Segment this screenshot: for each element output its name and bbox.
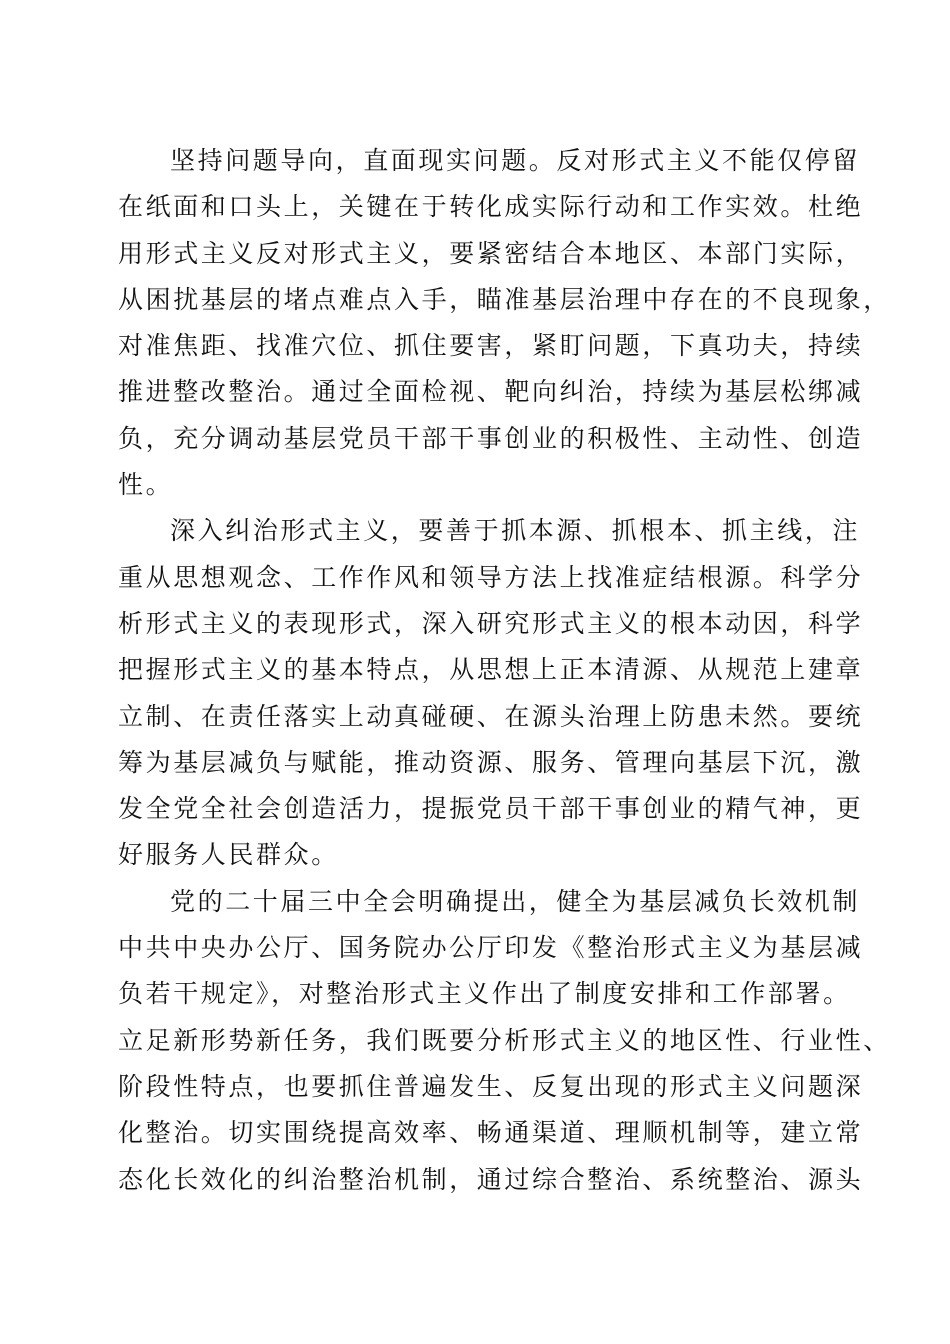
paragraph-line: 推进整改整治。通过全面检视、靶向纠治，持续为基层松绑减 [118, 377, 864, 407]
paragraph-line: 筹为基层减负与赋能，推动资源、服务、管理向基层下沉，激 [118, 747, 864, 777]
paragraph-line: 用形式主义反对形式主义，要紧密结合本地区、本部门实际， [118, 238, 864, 268]
document-body [118, 138, 891, 1203]
paragraph-line: 化整治。切实围绕提高效率、畅通渠道、理顺机制等，建立常 [118, 1118, 864, 1148]
paragraph-line: 在纸面和口头上，关键在于转化成实际行动和工作实效。杜绝 [118, 192, 864, 222]
paragraph-line: 立制、在责任落实上动真碰硬、在源头治理上防患未然。要统 [118, 701, 864, 731]
paragraph-line: 立足新形势新任务，我们既要分析形式主义的地区性、行业性、 [118, 1025, 891, 1055]
paragraph-line: 负，充分调动基层党员干部干事创业的积极性、主动性、创造 [118, 423, 864, 453]
paragraph-line: 对准焦距、找准穴位、抓住要害，紧盯问题，下真功夫，持续 [118, 331, 864, 361]
paragraph-2 [118, 508, 864, 878]
paragraph-line: 好服务人民群众。 [118, 840, 339, 870]
paragraph-line: 把握形式主义的基本特点，从思想上正本清源、从规范上建章 [118, 655, 864, 685]
paragraph-line: 重从思想观念、工作作风和领导方法上找准症结根源。科学分 [118, 562, 864, 592]
paragraph-line: 析形式主义的表现形式，深入研究形式主义的根本动因，科学 [118, 608, 864, 638]
paragraph-line: 深入纠治形式主义，要善于抓本源、抓根本、抓主线，注 [170, 516, 861, 546]
paragraph-line: 中共中央办公厅、国务院办公厅印发《整治形式主义为基层减 [118, 933, 864, 963]
paragraph-line: 阶段性特点，也要抓住普遍发生、反复出现的形式主义问题深 [118, 1071, 864, 1101]
paragraph-line: 性。 [118, 470, 174, 500]
paragraph-line: 坚持问题导向，直面现实问题。反对形式主义不能仅停留 [170, 146, 861, 175]
paragraph-line: 从困扰基层的堵点难点入手，瞄准基层治理中存在的不良现象， [118, 284, 891, 314]
paragraph-1 [118, 138, 891, 508]
paragraph-line: 发全党全社会创造活力，提振党员干部干事创业的精气神，更 [118, 794, 864, 824]
paragraph-3 [118, 879, 891, 1203]
paragraph-line: 党的二十届三中全会明确提出，健全为基层减负长效机制 [170, 886, 861, 916]
paragraph-line: 负若干规定》，对整治形式主义作出了制度安排和工作部署。 [118, 979, 851, 1009]
paragraph-line: 态化长效化的纠治整治机制，通过综合整治、系统整治、源头 [118, 1164, 864, 1194]
